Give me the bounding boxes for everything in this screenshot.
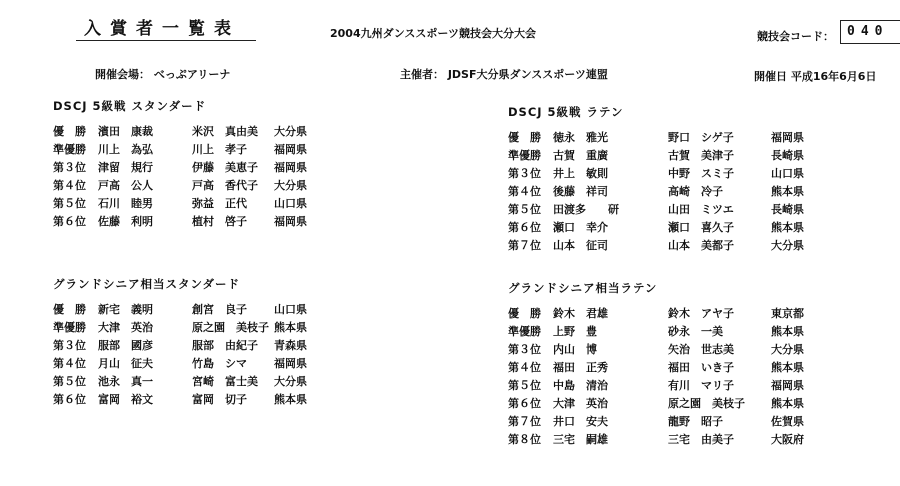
title-underline	[76, 40, 256, 41]
partner-name: 原之園 美枝子	[668, 397, 745, 410]
result-row	[53, 194, 344, 212]
rank-cell: 準優勝	[53, 321, 86, 334]
prefecture: 大分県	[771, 343, 804, 356]
rank-cell: 第３位	[53, 161, 86, 174]
prefecture: 大分県	[771, 239, 804, 252]
prefecture: 熊本県	[771, 397, 804, 410]
prefecture: 佐賀県	[771, 415, 804, 428]
result-row	[53, 336, 344, 354]
leader-name: 上野 豊	[553, 325, 597, 338]
prefecture: 福岡県	[274, 143, 307, 156]
result-row	[508, 412, 841, 430]
result-row	[53, 140, 344, 158]
result-row	[53, 372, 344, 390]
result-row	[508, 164, 841, 182]
partner-name: 米沢 真由美	[192, 125, 258, 138]
partner-name: 山田 ミツエ	[668, 203, 734, 216]
prefecture: 熊本県	[771, 185, 804, 198]
rank-cell: 第６位	[508, 221, 541, 234]
leader-name: 内山 博	[553, 343, 597, 356]
event-name: 2004九州ダンススポーツ競技会大分大会	[330, 27, 536, 40]
rank-cell: 第５位	[53, 197, 86, 210]
leader-name: 川上 為弘	[98, 143, 153, 156]
leader-name: 大津 英治	[553, 397, 608, 410]
rank-cell: 第６位	[53, 215, 86, 228]
partner-name: 矢治 世志美	[668, 343, 734, 356]
prefecture: 長崎県	[771, 203, 804, 216]
date-text: 開催日 平成16年6月6日	[754, 70, 877, 83]
prefecture: 福岡県	[274, 215, 307, 228]
result-row	[508, 182, 841, 200]
prefecture: 熊本県	[771, 221, 804, 234]
leader-name: 月山 征夫	[98, 357, 153, 370]
organizer-text: 主催者： JDSF大分県ダンススポーツ連盟	[400, 68, 608, 81]
prefecture: 福岡県	[771, 379, 804, 392]
leader-name: 服部 國彦	[98, 339, 153, 352]
leader-name: 戸高 公人	[98, 179, 153, 192]
partner-name: 高崎 冷子	[668, 185, 723, 198]
partner-name: 宮崎 富士美	[192, 375, 258, 388]
rank-cell: 準優勝	[508, 149, 541, 162]
prefecture: 大分県	[274, 375, 307, 388]
result-row	[508, 128, 841, 146]
rank-cell: 第５位	[508, 379, 541, 392]
partner-name: 福田 いき子	[668, 361, 734, 374]
rank-cell: 準優勝	[508, 325, 541, 338]
result-row	[508, 322, 841, 340]
prefecture: 山口県	[771, 167, 804, 180]
rank-cell: 優 勝	[53, 125, 86, 138]
venue-text: 開催会場： べっぷアリーナ	[95, 68, 231, 81]
leader-name: 津留 規行	[98, 161, 153, 174]
partner-name: 創宮 良子	[192, 303, 247, 316]
rank-cell: 第７位	[508, 415, 541, 428]
partner-name: 古賀 美津子	[668, 149, 734, 162]
partner-name: 原之園 美枝子	[192, 321, 269, 334]
result-row	[508, 376, 841, 394]
rank-cell: 第７位	[508, 239, 541, 252]
document-title: 入賞者一覧表	[84, 19, 240, 39]
result-row	[508, 236, 841, 254]
result-row	[53, 390, 344, 408]
section-title: グランドシニア相当ラテン	[508, 281, 658, 295]
leader-name: 富岡 裕文	[98, 393, 153, 406]
rank-cell: 第４位	[508, 185, 541, 198]
rank-cell: 優 勝	[508, 131, 541, 144]
rank-cell: 第４位	[53, 357, 86, 370]
partner-name: 川上 孝子	[192, 143, 247, 156]
partner-name: 竹島 シマ	[192, 357, 247, 370]
partner-name: 三宅 由美子	[668, 433, 734, 446]
rank-cell: 第３位	[53, 339, 86, 352]
partner-name: 弥益 正代	[192, 197, 247, 210]
leader-name: 井口 安夫	[553, 415, 608, 428]
leader-name: 井上 敏則	[553, 167, 608, 180]
leader-name: 田渡多 研	[553, 203, 619, 216]
competition-code-box: 040	[840, 20, 900, 44]
prefecture: 熊本県	[274, 393, 307, 406]
leader-name: 中島 清治	[553, 379, 608, 392]
partner-name: 中野 スミ子	[668, 167, 734, 180]
leader-name: 大津 英治	[98, 321, 153, 334]
rank-cell: 第５位	[508, 203, 541, 216]
section-title: DSCJ 5級戦 ラテン	[508, 105, 624, 119]
rank-cell: 第６位	[508, 397, 541, 410]
result-row	[508, 340, 841, 358]
leader-name: 濱田 康裁	[98, 125, 153, 138]
rank-cell: 第６位	[53, 393, 86, 406]
leader-name: 佐藤 利明	[98, 215, 153, 228]
leader-name: 石川 睦男	[98, 197, 153, 210]
partner-name: 野口 シゲ子	[668, 131, 734, 144]
partner-name: 山本 美都子	[668, 239, 734, 252]
partner-name: 伊藤 美恵子	[192, 161, 258, 174]
result-row	[53, 354, 344, 372]
partner-name: 戸高 香代子	[192, 179, 258, 192]
rank-cell: 第３位	[508, 167, 541, 180]
rank-cell: 第８位	[508, 433, 541, 446]
prefecture: 福岡県	[274, 161, 307, 174]
partner-name: 瀬口 喜久子	[668, 221, 734, 234]
prefecture: 山口県	[274, 197, 307, 210]
result-row	[53, 300, 344, 318]
competition-code-label: 競技会コード：	[757, 30, 834, 43]
rank-cell: 第３位	[508, 343, 541, 356]
leader-name: 瀬口 幸介	[553, 221, 608, 234]
result-row	[53, 122, 344, 140]
prefecture: 山口県	[274, 303, 307, 316]
section-title: DSCJ 5級戦 スタンダード	[53, 99, 207, 113]
results-table	[508, 304, 841, 448]
prefecture: 大分県	[274, 179, 307, 192]
result-row	[53, 158, 344, 176]
leader-name: 鈴木 君雄	[553, 307, 608, 320]
leader-name: 池永 真一	[98, 375, 153, 388]
rank-cell: 優 勝	[53, 303, 86, 316]
leader-name: 三宅 嗣雄	[553, 433, 608, 446]
prefecture: 福岡県	[771, 131, 804, 144]
rank-cell: 準優勝	[53, 143, 86, 156]
leader-name: 福田 正秀	[553, 361, 608, 374]
leader-name: 新宅 義明	[98, 303, 153, 316]
result-row	[508, 394, 841, 412]
leader-name: 後藤 祥司	[553, 185, 608, 198]
leader-name: 山本 征司	[553, 239, 608, 252]
prefecture: 東京都	[771, 307, 804, 320]
partner-name: 服部 由紀子	[192, 339, 258, 352]
prefecture: 熊本県	[771, 361, 804, 374]
partner-name: 富岡 切子	[192, 393, 247, 406]
result-row	[508, 200, 841, 218]
prefecture: 熊本県	[274, 321, 307, 334]
rank-cell: 優 勝	[508, 307, 541, 320]
partner-name: 植村 啓子	[192, 215, 247, 228]
prefecture: 青森県	[274, 339, 307, 352]
leader-name: 徳永 雅光	[553, 131, 608, 144]
result-row	[53, 176, 344, 194]
result-row	[53, 318, 344, 336]
prefecture: 熊本県	[771, 325, 804, 338]
result-row	[508, 218, 841, 236]
results-table	[508, 128, 841, 254]
rank-cell: 第４位	[53, 179, 86, 192]
partner-name: 砂永 一美	[668, 325, 723, 338]
prefecture: 大分県	[274, 125, 307, 138]
result-row	[508, 304, 841, 322]
result-row	[508, 430, 841, 448]
section-title: グランドシニア相当スタンダード	[53, 277, 241, 291]
result-row	[53, 212, 344, 230]
result-row	[508, 358, 841, 376]
prefecture: 福岡県	[274, 357, 307, 370]
partner-name: 龍野 昭子	[668, 415, 723, 428]
partner-name: 鈴木 アヤ子	[668, 307, 734, 320]
results-table	[53, 122, 344, 230]
rank-cell: 第５位	[53, 375, 86, 388]
prefecture: 大阪府	[771, 433, 804, 446]
prefecture: 長崎県	[771, 149, 804, 162]
partner-name: 有川 マリ子	[668, 379, 734, 392]
rank-cell: 第４位	[508, 361, 541, 374]
results-table	[53, 300, 344, 408]
leader-name: 古賀 重廣	[553, 149, 608, 162]
result-row	[508, 146, 841, 164]
